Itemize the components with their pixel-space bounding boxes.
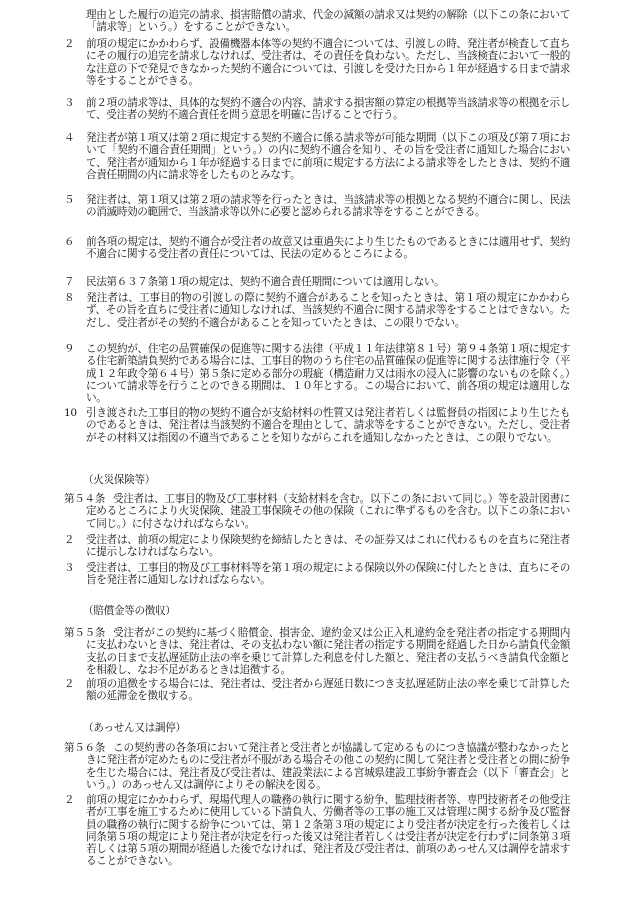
art53-item-5 bbox=[64, 194, 570, 219]
art54-body bbox=[64, 493, 570, 530]
item-text: 前２項の請求等は、具体的な契約不適合の内容、請求する損害額の算定の根拠等当該請求等の根拠を示して、受注者の契約不適合責任を問う意思を明確に告げることで行う。 bbox=[86, 97, 570, 122]
item-text: 発注者は、第１項又は第２項の請求等を行ったときは、当該請求等の根拠となる契約不適合に関し、民法の消滅時効の範囲で、当該請求等以外に必要と認められる請求等をすることができる。 bbox=[86, 194, 570, 219]
item-number: ２ bbox=[64, 38, 75, 50]
art55-heading: （賠償金等の徴収） bbox=[83, 605, 176, 617]
art54-item-3 bbox=[64, 562, 570, 587]
art55-body bbox=[64, 627, 570, 676]
art56-heading: （あっせん又は調停） bbox=[83, 722, 186, 734]
item-text: 発注者は、工事目的物の引渡しの際に契約不適合があることを知ったときは、第１項の規定にかかわらず、その旨を直ちに受注者に通知しなければ、当該契約不適合に関する請求等をすることはできない。ただし、受注者がその契約不適合があることを知っていたときは、この限りでない。 bbox=[86, 292, 570, 329]
item-text: 民法第６３７条第１項の規定は、契約不適合責任期間については適用しない。 bbox=[86, 276, 445, 288]
item-text: 引き渡された工事目的物の契約不適合が支給材料の性質又は発注者若しくは監督員の指図により生じたものであるときは、発注者は当該契約不適合を理由として、請求等をすることができない。ただし、受注者がその材料又は指図の不適当であることを知りながらこれを通知しなかったときは、この限りでない。 bbox=[86, 407, 570, 444]
art53-item-4 bbox=[64, 132, 570, 181]
art56-body bbox=[64, 742, 570, 791]
item-text: 前各項の規定は、契約不適合が受注者の故意又は重過失により生じたものであるときには適用せず、契約不適合に関する受注者の責任については、民法の定めるところによる。 bbox=[86, 236, 570, 261]
art53-continuation: 理由とした履行の追完の請求、損害賠償の請求、代金の減額の請求又は契約の解除（以下この条において「請求等」という。）をすることができない。 bbox=[86, 9, 570, 34]
art53-item-10 bbox=[64, 407, 570, 444]
art53-item-7 bbox=[64, 276, 570, 288]
article-number: 第５６条 bbox=[64, 742, 105, 754]
art54-item-2 bbox=[64, 534, 570, 559]
article-text: 受注者は、工事目的物及び工事材料（支給材料を含む。以下この条において同じ。）等を設計図書に定めるところにより火災保険、建設工事保険その他の保険（これに準ずるものを含む。以下この条において同じ。）に付さなければならない。 bbox=[86, 493, 570, 530]
article-text: この契約書の各条項において発注者と受注者とが協議して定めるものにつき協議が整わなかったときに発注者が定めたものに受注者が不服がある場合その他この契約に関して発注者と受注者との間に紛争を生じた場合には、発注者及び受注者は、建設業法による宮城県建設工事紛争審査会（以下「審査会」という。）のあっせん又は調停によりその解決を図る。 bbox=[86, 742, 570, 791]
item-number: 10 bbox=[64, 407, 77, 419]
article-text: 受注者がこの契約に基づく賠償金、損害金、違約金又は公正入札違約金を発注者の指定する期間内に支払わないときは、発注者は、その支払わない額に発注者の指定する期間を経過した日から請負代金額支払の日まで支払遅延防止法の率を乗じて計算した利息を付した額と、発注者の支払うべき請負代金額とを相殺し、なお不足があるときは追徴する。 bbox=[86, 627, 570, 676]
item-text: 前項の追徴をする場合には、発注者は、受注者から遅延日数につき支払遅延防止法の率を乗じて計算した額の延滞金を徴収する。 bbox=[86, 678, 570, 703]
item-number: ４ bbox=[64, 132, 75, 144]
article-number: 第５５条 bbox=[64, 627, 105, 639]
art53-item-8 bbox=[64, 292, 570, 329]
item-text: 発注者が第１項又は第２項に規定する契約不適合に係る請求等が可能な期間（以下この項及び第７項において「契約不適合責任期間」という。）の内に契約不適合を知り、その旨を受注者に通知した場合において、発注者が通知から１年が経過する日までに前項に規定する方法による請求等をしたときは、契約不適合責任期間の内に請求等をしたものとみなす。 bbox=[86, 132, 570, 181]
article-number: 第５４条 bbox=[64, 493, 105, 505]
item-number: ８ bbox=[64, 292, 75, 304]
item-number: ２ bbox=[64, 534, 75, 546]
item-number: ２ bbox=[64, 678, 75, 690]
art56-item-2 bbox=[64, 794, 570, 868]
item-text: この契約が、住宅の品質確保の促進等に関する法律（平成１１年法律第８１号）第９４条第１項に規定する住宅新築請負契約である場合には、工事目的物のうち住宅の品質確保の促進等に関する法律施行令（平成１２年政令第６４号）第５条に定める部分の瑕疵（構造耐力又は雨水の浸入に影響のないものを除く。）について請求等を行うことのできる期間は、１０年とする。この場合において、前各項の規定は適用しない。 bbox=[86, 343, 570, 405]
item-number: ２ bbox=[64, 794, 75, 806]
item-text: 前項の規定にかかわらず、設備機器本体等の契約不適合については、引渡しの時、発注者が検査して直ちにその履行の追完を請求しなければ、受注者は、その責任を負わない。ただし、当該検査において一般的な注意の下で発見できなかった契約不適合については、引渡しを受けた日から１年が経過する日まで請求等をすることができる。 bbox=[86, 38, 570, 87]
item-number: ６ bbox=[64, 236, 75, 248]
item-number: ９ bbox=[64, 343, 75, 355]
item-text: 受注者は、工事目的物及び工事材料等を第１項の規定による保険以外の保険に付したときは、直ちにその旨を発注者に通知しなければならない。 bbox=[86, 562, 570, 587]
art53-item-9 bbox=[64, 343, 570, 404]
item-text: 前項の規定にかかわらず、現場代理人の職務の執行に関する紛争、監理技術者等、専門技術者その他受注者が工事を施工するために使用している下請負人、労働者等の工事の施工又は管理に関する紛争及び監督員の職務の執行に関する紛争については、第１２条第３項の規定により受注者が決定を行った後若しくは同条第５項の規定により発注者が決定を行った後又は発注者若しくは受注者が決定を行わずに同条第３項若しくは第５項の期間が経過した後でなければ、発注者及び受注者は、前項のあっせん又は調停を請求することができない。 bbox=[86, 794, 570, 868]
art53-item-6 bbox=[64, 236, 570, 261]
item-number: ３ bbox=[64, 97, 75, 109]
art55-item-2 bbox=[64, 678, 570, 703]
item-number: ３ bbox=[64, 562, 75, 574]
item-number: ７ bbox=[64, 276, 75, 288]
art54-heading: （火災保険等） bbox=[83, 474, 156, 486]
art53-item-3 bbox=[64, 97, 570, 122]
art53-item-2 bbox=[64, 38, 570, 87]
item-text: 受注者は、前項の規定により保険契約を締結したときは、その証券又はこれに代わるものを直ちに発注者に提示しなければならない。 bbox=[86, 534, 570, 559]
item-number: ５ bbox=[64, 194, 75, 206]
